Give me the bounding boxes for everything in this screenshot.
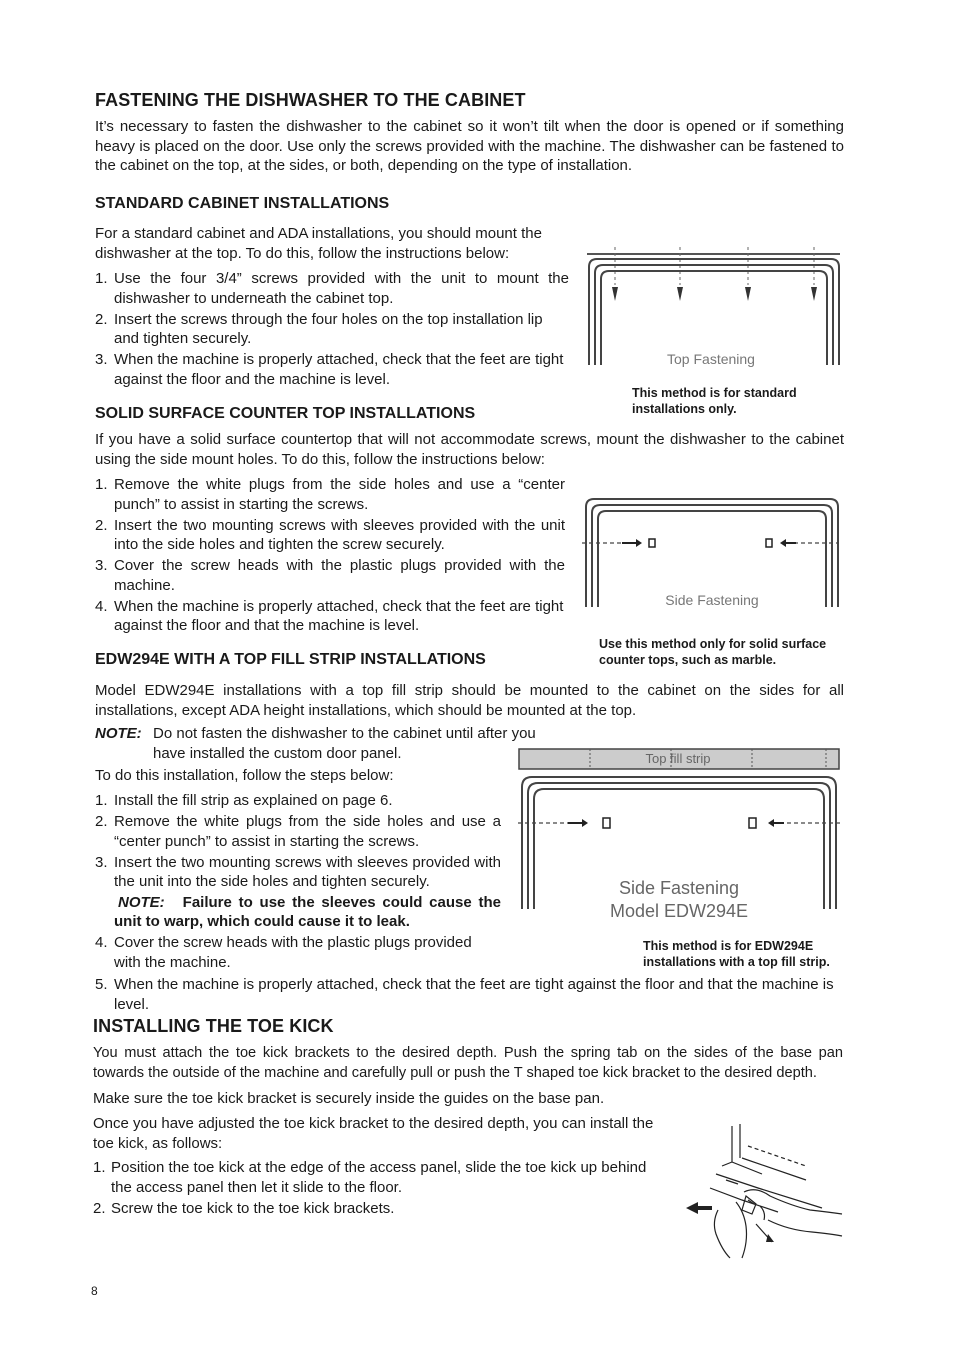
list-item: 2. Insert the screws through the four holes on the top installation lip and tighten securely. <box>95 310 543 347</box>
standard-intro: For a standard cabinet and ADA installations, you should mount the dishwasher at the top. To do this, follow the instructions below: <box>95 225 542 262</box>
edw-caption: This method is for EDW294E installations with a top fill strip. <box>643 939 830 969</box>
list-item: 1. Install the fill strip as explained on page 6. <box>95 792 393 809</box>
figure-strip-label: Top fill strip <box>645 751 711 766</box>
toe-kick-illustration <box>682 1122 844 1262</box>
solid-caption: Use this method only for solid surface counter tops, such as marble. <box>599 637 827 667</box>
edw-intro: Model EDW294E installations with a top fill strip should be mounted to the cabinet on the sides for all installations, except ADA height installations, which should be mounted at the top. <box>95 682 844 719</box>
section-title-toekick: INSTALLING THE TOE KICK <box>93 1016 334 1036</box>
figure-label-2: Model EDW294E <box>609 901 749 921</box>
page-number: 8 <box>91 1284 98 1298</box>
edw-note <box>95 724 563 763</box>
toekick-p2: Make sure the toe kick bracket is securely inside the guides on the base pan. <box>93 1090 605 1107</box>
note-label: NOTE: <box>95 725 142 742</box>
standard-caption: This method is for standard installations only. <box>632 386 797 416</box>
toekick-p1: You must attach the toe kick brackets to the desired depth. Push the spring tab on the sides of the base pan towards the outside of the machine and carefully pull or push the T shaped toe kick bracket to the desired depth. <box>93 1045 843 1081</box>
list-item: 2. Remove the white plugs from the side holes and use a “center punch” to assist in starting the screws. <box>95 813 501 850</box>
list-item: 4. Cover the screw heads with the plastic plugs provided with the machine. <box>95 934 472 971</box>
list-item: 2. Insert the two mounting screws with sleeves provided with the unit into the side holes and tighten the screw securely. <box>95 516 565 553</box>
inner-note: NOTE: Failure to use the sleeves could cause the unit to warp, which could cause it to leak. <box>114 893 501 930</box>
section-title-solid: SOLID SURFACE COUNTER TOP INSTALLATIONS <box>95 405 476 422</box>
edw-lead: To do this installation, follow the steps below: <box>95 767 394 784</box>
edw-steps-continued <box>95 975 844 1016</box>
list-item: 3. Insert the two mounting screws with sleeves provided with the unit into the side holes and tighten securely. NOTE: Failure to use the sleeves could cause the unit to warp, which could cause it to leak. <box>95 853 501 930</box>
section-title-edw: EDW294E WITH A TOP FILL STRIP INSTALLATIONS <box>95 651 486 668</box>
figure-label: Side Fastening <box>665 592 759 608</box>
list-item: 2. Screw the toe kick to the toe kick brackets. <box>93 1199 395 1217</box>
toekick-p3: Once you have adjusted the toe kick bracket to the desired depth, you can install the toe kick, as follows: <box>93 1115 654 1152</box>
list-item: 4. When the machine is properly attached, check that the feet are tight against the floor and that the machine is level. <box>95 597 564 634</box>
edw294e-side-fastening-diagram <box>518 747 840 927</box>
list-item: 3. Cover the screw heads with the plastic plugs provided with the machine. <box>95 557 565 594</box>
figure-label: Top Fastening <box>667 351 755 367</box>
solid-steps <box>95 475 565 637</box>
section-title-fastening: FASTENING THE DISHWASHER TO THE CABINET <box>95 90 526 110</box>
standard-steps <box>95 269 569 391</box>
list-item: 1. Use the four 3/4” screws provided with the unit to mount the dishwasher to underneath the cabinet top. <box>95 270 569 307</box>
toekick-steps <box>93 1158 671 1220</box>
list-item: 3. When the machine is properly attached, check that the feet are tight against the floor and the machine is level. <box>95 351 564 388</box>
list-item: 1. Position the toe kick at the edge of the access panel, slide the toe kick up behind the access panel then let it slide to the floor. <box>93 1159 647 1196</box>
figure-label-1: Side Fastening <box>618 878 740 898</box>
side-fastening-diagram <box>582 497 840 612</box>
solid-intro: If you have a solid surface countertop that will not accommodate screws, mount the dishwasher to the cabinet using the side mount holes. To do this, follow the instructions below: <box>95 431 844 468</box>
top-fastening-diagram <box>585 245 843 370</box>
list-item: 5. When the machine is properly attached, check that the feet are tight against the floor and that the machine is level. <box>95 976 834 1013</box>
note-text: Do not fasten the dishwasher to the cabinet until after you have installed the custom door panel. <box>153 725 536 762</box>
fastening-intro: It’s necessary to fasten the dishwasher to the cabinet so it won’t tilt when the door is opened or if something heavy is placed on the door. Use only the screws provided with the machine. The dishwasher can be fastened to the cabinet on the top, at the sides, or both, depending on the type of installation. <box>95 118 844 174</box>
list-item: 1. Remove the white plugs from the side holes and use a “center punch” to assist in starting the screws. <box>95 476 565 513</box>
section-title-standard: STANDARD CABINET INSTALLATIONS <box>95 195 390 212</box>
edw-steps <box>95 791 501 974</box>
